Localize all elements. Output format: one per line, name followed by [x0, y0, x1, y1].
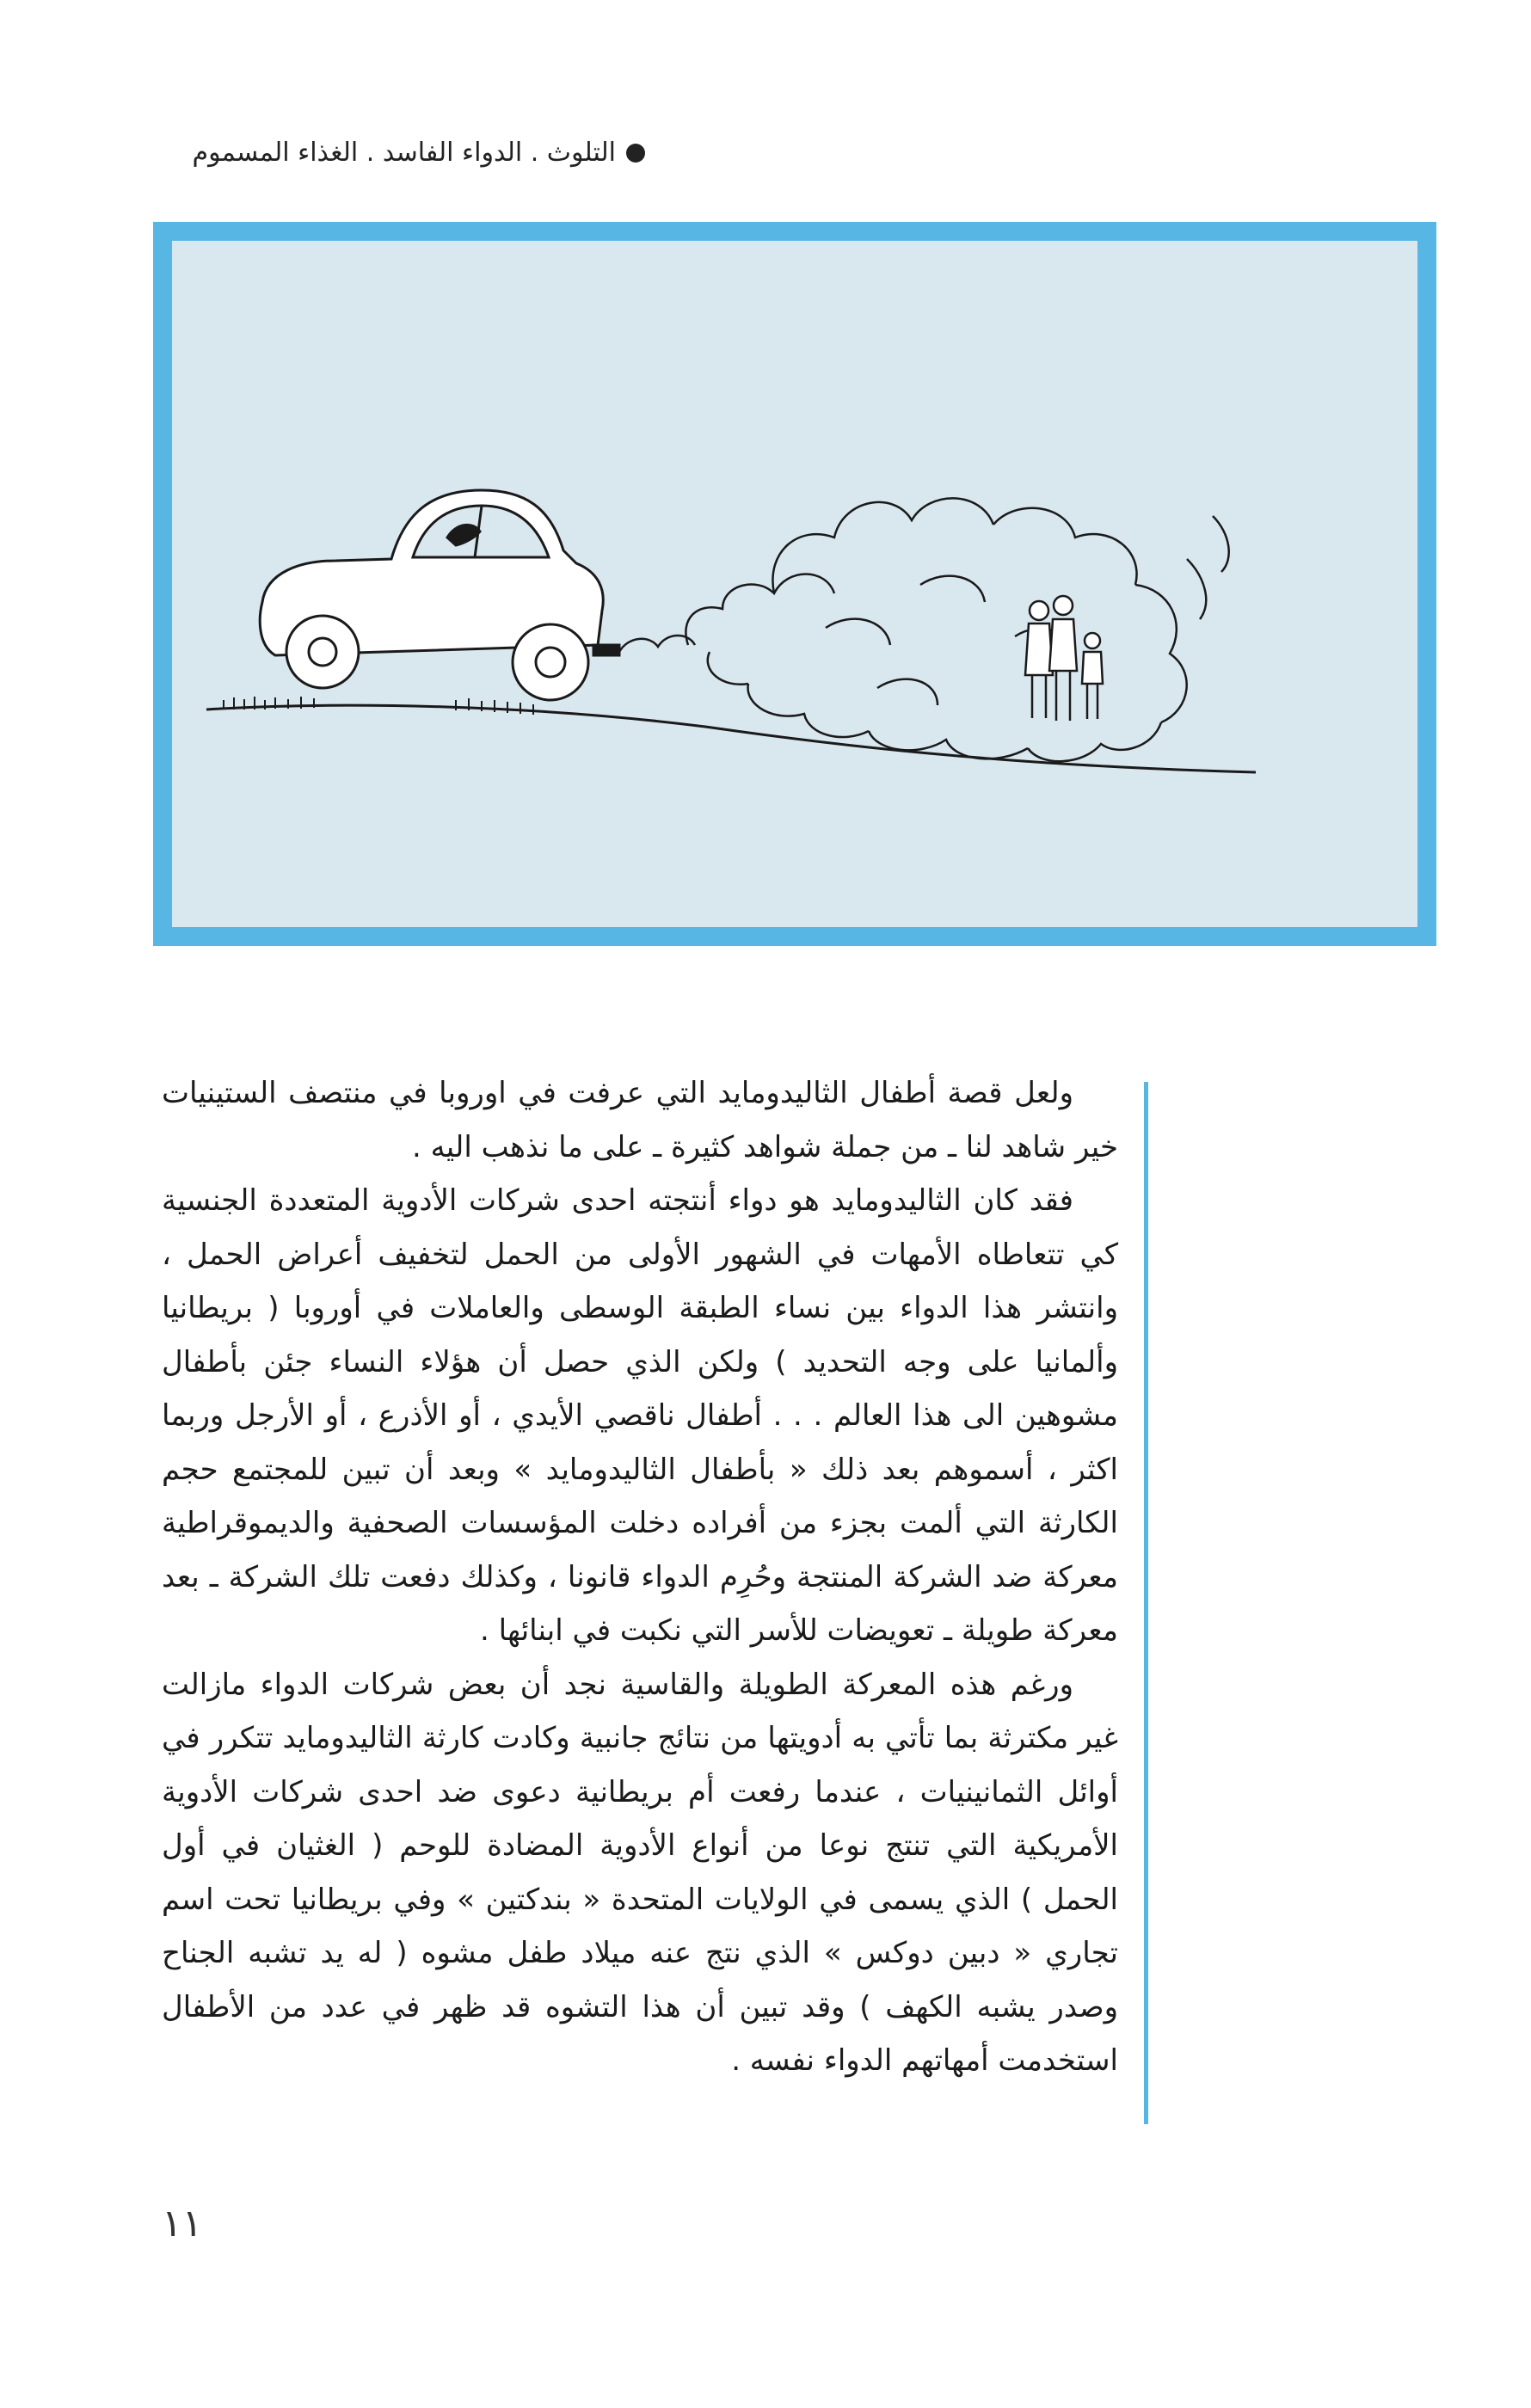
- car-exhaust-illustration: [172, 241, 1417, 927]
- running-header: [129, 138, 645, 168]
- article-body: [162, 1066, 1118, 2133]
- paragraph-1: ولعل قصة أطفال الثاليدومايد التي عرفت في اوروبا في منتصف الستينيات خير شاهد لنا ـ من جملة شواهد كثيرة ـ على ما نذهب اليه .: [162, 1076, 1118, 1164]
- paragraph-2: فقد كان الثاليدومايد هو دواء أنتجته احدى شركات الأدوية المتعددة الجنسية كي تتعاطاه الأمهات في الشهور الأولى من الحمل لتخفيف أعراض الحمل ، وانتشر هذا الدواء بين نساء الطبقة الوسطى والعاملات في أوروبا ( بريطانيا وألمانيا على وجه التحديد ) ولكن الذي حصل أن هؤلاء النساء جئن بأطفال مشوهين الى هذا العالم . . . أطفال ناقصي الأيدي ، أو الأذرع ، أو الأرجل وربما اكثر ، أسموهم بعد ذلك « بأطفال الثاليدومايد » وبعد أن تبين للمجتمع حجم الكارثة التي ألمت بجزء من أفراده دخلت المؤسسات الصحفية والديموقراطية معركة ضد الشركة المنتجة وحُرِم الدواء قانونا ، وكذلك دفعت تلك الشركة ـ بعد معركة طويلة ـ تعويضات للأسر التي نكبت في ابنائها .: [162, 1183, 1118, 1648]
- paragraph-3: ورغم هذه المعركة الطويلة والقاسية نجد أن بعض شركات الدواء مازالت غير مكترثة بما تأتي به أدويتها من نتائج جانبية وكادت كارثة الثاليدومايد تتكرر في أوائل الثمانينيات ، عندما رفعت أم بريطانية دعوى ضد احدى شركات الأدوية الأمريكية التي تنتج نوعا من أنواع الأدوية المضادة للوحم ( الغثيان في أول الحمل ) الذي يسمى في الولايات المتحدة « بندكتين » وفي بريطانيا تحت اسم تجاري « دبين دوكس » الذي نتج عنه ميلاد طفل مشوه ( له يد تشبه الجناح وصدر يشبه الكهف ) وقد تبين أن هذا التشوه قد ظهر في عدد من الأطفال استخدمت أمهاتهم الدواء نفسه .: [162, 1667, 1118, 2078]
- illustration-frame: [153, 222, 1436, 946]
- exhaust-smoke: [619, 498, 1229, 761]
- column-rule: [1144, 1082, 1148, 2124]
- running-title: التلوث . الدواء الفاسد . الغذاء المسموم: [192, 138, 616, 168]
- bullet-icon: [626, 144, 645, 163]
- bystanders-drawing: [1025, 596, 1103, 721]
- car-drawing: [260, 490, 619, 700]
- page-number: ١١: [162, 2202, 203, 2245]
